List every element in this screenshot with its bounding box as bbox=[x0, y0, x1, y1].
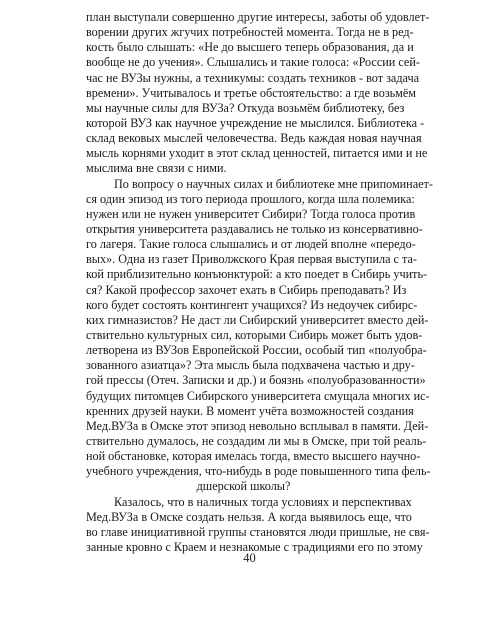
text-line: Мед.ВУЗа в Омске этот эпизод невольно всплывал в памяти. Дей- bbox=[86, 418, 429, 433]
text-line: кой приблизительно конъюнктурой: а кто поедет в Сибирь учить- bbox=[86, 267, 428, 282]
text-line: мы научные силы для ВУЗа? Откуда возьмём библиотеку, без bbox=[86, 100, 405, 115]
text-line: летворена из ВУЗов Европейской России, особый тип «полуобра- bbox=[86, 343, 427, 358]
text-line: склад вековых мыслей человечества. Ведь каждая новая научная bbox=[86, 131, 422, 146]
text-line: вообще не до учения». Слышались и такие голоса: «России сей- bbox=[86, 55, 420, 70]
text-line: мыслима вне связи с ними. bbox=[86, 161, 227, 176]
text-line: нужен или не нужен университет Сибири? Тогда голоса против bbox=[86, 206, 416, 221]
text-line: во главе инициативной группы становятся люди пришлые, не свя- bbox=[86, 524, 430, 539]
text-line: вых». Одна из газет Приволжского Края первая выступила с та- bbox=[86, 252, 417, 267]
text-line: ся один эпизод из того периода прошлого, когда шла полемика: bbox=[86, 191, 415, 206]
text-line: ствительно думалось, не создадим ли мы в Омске, при той реаль- bbox=[86, 433, 427, 448]
text-line: По вопросу о научных силах и библиотеке мне припоминает- bbox=[114, 176, 433, 191]
text-line: дшерской школы? bbox=[196, 479, 291, 494]
text-line: гой прессы (Отеч. Записки и др.) и боязнь «полуобразованности» bbox=[86, 373, 426, 388]
text-line: Казалось, что в наличных тогда условиях и перспективах bbox=[114, 494, 412, 509]
text-line: учебного учреждения, что-нибудь в роде повышенного типа фель- bbox=[86, 464, 431, 479]
text-line: будущих питомцев Сибирского университета смущала многих ис- bbox=[86, 388, 430, 403]
body-text bbox=[86, 10, 433, 555]
text-line: кренних друзей науки. В момент учёта возможностей создания bbox=[86, 403, 414, 418]
text-line: план выступали совершенно другие интересы, заботы об удовлет- bbox=[86, 10, 430, 24]
text-line: ворении других жгучих потребностей момента. Тогда не в ред- bbox=[86, 25, 414, 40]
text-line: мысль корнями уходит в этот склад ценностей, питается ими и не bbox=[86, 146, 428, 161]
text-line: открытия университета раздавались не только из консервативно- bbox=[86, 221, 423, 236]
text-line: которой ВУЗ как научное учреждение не мыслился. Библиотека - bbox=[86, 115, 425, 130]
text-line: кого будет состоять контингент учащихся? Из недоучек сибирс- bbox=[86, 297, 418, 312]
text-line: занные кровно с Краем и незнакомые с традициями его по этому bbox=[86, 539, 423, 554]
text-line: го лагеря. Такие голоса слышались и от людей вполне «передо- bbox=[86, 237, 416, 252]
text-line: час не ВУЗы нужны, а техникумы: создать техников - вот задача bbox=[86, 70, 419, 85]
text-line: зованного азиатца»? Эта мысль была подхвачена частью и дру- bbox=[86, 358, 415, 373]
text-line: ной обстановке, которая имелась тогда, вместо высшего научно- bbox=[86, 449, 421, 464]
text-line: Мед.ВУЗа в Омске создать нельзя. А когда выявилось еще, что bbox=[86, 509, 412, 524]
text-line: кость было слышать: «Не до высшего теперь образования, да и bbox=[86, 40, 414, 55]
text-line: ствительно культурных сил, которыми Сибирь может быть удов- bbox=[86, 327, 423, 342]
text-line: ких гимназистов? Не даст ли Сибирский университет вместо дей- bbox=[86, 312, 429, 327]
text-line: времени». Учитывалось и третье обстоятельство: а где возьмём bbox=[86, 85, 417, 100]
text-line: ся? Какой профессор захочет ехать в Сибирь преподавать? Из bbox=[86, 282, 407, 297]
page-number: 40 bbox=[243, 551, 256, 565]
